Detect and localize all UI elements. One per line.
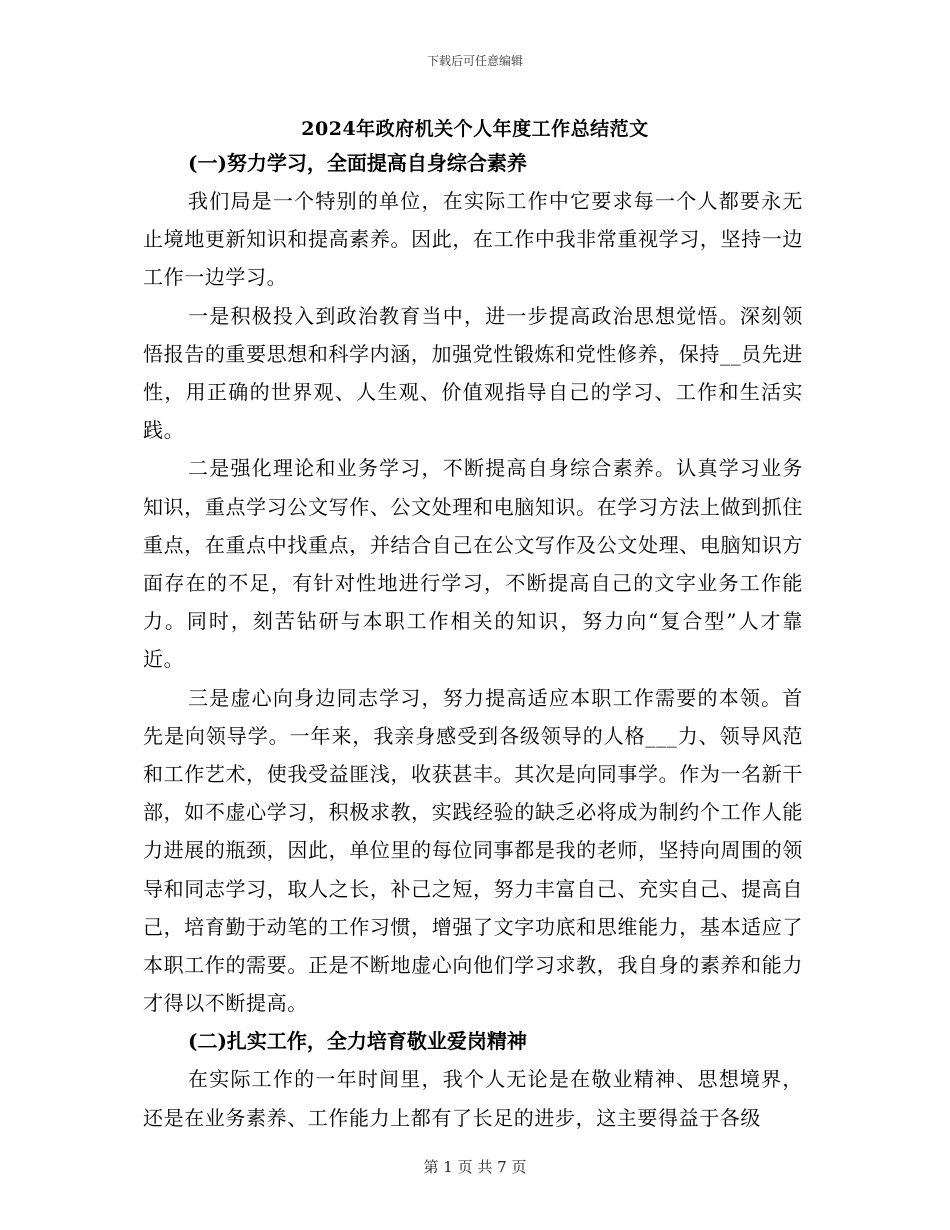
section-heading: (二)扎实工作，全力培育敬业爱岗精神 [188, 1029, 527, 1054]
document-title: 2024年政府机关个人年度工作总结范文 [301, 118, 649, 140]
section-1 [143, 144, 803, 1022]
paragraph: 二是强化理论和业务学习，不断提高自身综合素养。认真学习业务知识，重点学习公文写作、公文处理和电脑知识。在学习方法上做到抓住重点，在重点中找重点，并结合自己在公文写作及公文处理、电脑知识方面存在的不足，有针对性地进行学习，不断提高自己的文字业务工作能力。同时，刻苦钻研与本职工作相关的知识，努力向“复合型”人才靠近。 [143, 456, 803, 672]
paragraph: 一是积极投入到政治教育当中，进一步提高政治思想觉悟。深刻领悟报告的重要思想和科学内涵，加强党性锻炼和党性修养，保持__员先进性，用正确的世界观、人生观、价值观指导自己的学习、工作和生活实践。 [143, 303, 803, 443]
section-heading: (一)努力学习，全面提高自身综合素养 [188, 151, 527, 175]
section-2 [143, 1022, 803, 1136]
paragraph: 在实际工作的一年时间里，我个人无论是在敬业精神、思想境界，还是在业务素养、工作能力上都有了长足的进步，这主要得益于各级 [143, 1067, 803, 1130]
document-body [143, 144, 803, 1137]
paragraph: 我们局是一个特别的单位，在实际工作中它要求每一个人都要永无止境地更新知识和提高素养。因此，在工作中我非常重视学习，坚持一边工作一边学习。 [143, 189, 803, 290]
page-number-indicator: 第 1 页 共 7 页 [423, 1158, 527, 1176]
page-header-note: 下载后可任意编辑 [426, 54, 523, 68]
paragraph: 三是虚心向身边同志学习，努力提高适应本职工作需要的本领。首先是向领导学。一年来，我亲身感受到各级领导的人格___力、领导风范和工作艺术，使我受益匪浅，收获甚丰。其次是向同事学。作为一名新干部，如不虚心学习，积极求教，实践经验的缺乏必将成为制约个工作人能力进展的瓶颈，因此，单位里的每位同事都是我的老师，坚持向周围的领导和同志学习，取人之长，补己之短，努力丰富自己、充实自己、提高自己，培育勤于动笔的工作习惯，增强了文字功底和思维能力，基本适应了本职工作的需要。正是不断地虚心向他们学习求教，我自身的素养和能力才得以不断提高。 [143, 685, 803, 1016]
